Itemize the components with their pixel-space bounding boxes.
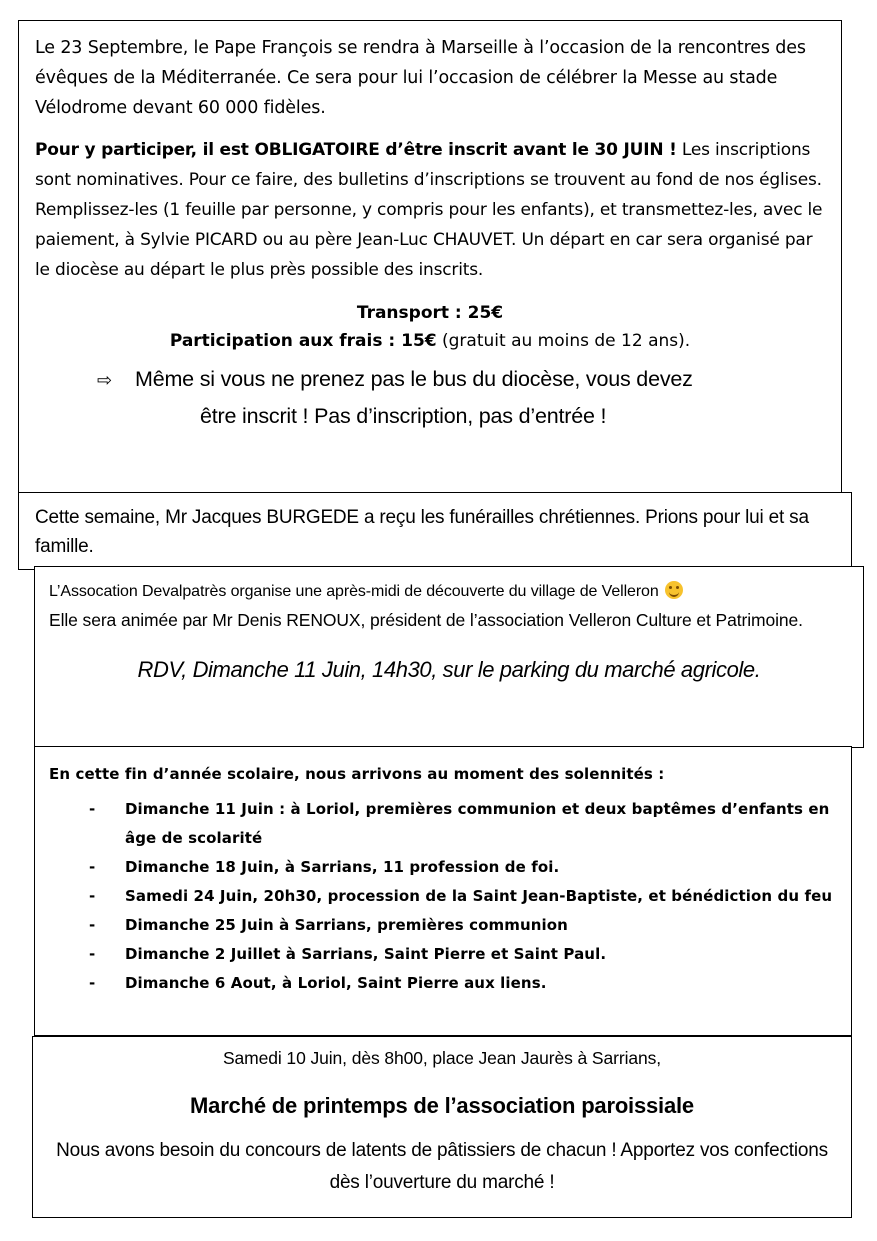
registration-paragraph (35, 135, 825, 285)
rdv-line: RDV, Dimanche 11 Juin, 14h30, sur le parking du marché agricole. (137, 657, 761, 682)
solemnities-heading: En cette fin d’année scolaire, nous arrivons au moment des solennités : (49, 765, 665, 783)
list-item: - Dimanche 2 Juillet à Sarrians, Saint Pierre et Saint Paul. (89, 945, 607, 963)
list-item: - Dimanche 18 Juin, à Sarrians, 11 profession de foi. (89, 858, 560, 876)
pope-visit-notice (18, 20, 842, 494)
arrow-right-icon: ⇨ (97, 370, 112, 390)
registration-instructions: Les inscriptions sont nominatives. Pour ce faire, des bulletins d’inscriptions se trouvent au fond de nos églises. Remplissez-les (1 feuille par personne, y compris pour les enfants), et transmettez-les, avec le paiement, à Sylvie PICARD ou au père Jean-Luc CHAUVET. Un départ en car sera organisé par le diocèse au départ le plus près possible des inscrits. (35, 140, 823, 280)
market-date: Samedi 10 Juin, dès 8h00, place Jean Jaurès à Sarrians, (222, 1048, 662, 1068)
market-title: Marché de printemps de l’association paroissiale (190, 1093, 694, 1118)
list-item: - Dimanche 6 Aout, à Loriol, Saint Pierre aux liens. (89, 974, 547, 992)
pope-visit-intro: Le 23 Septembre, le Pape François se rendra à Marseille à l’occasion de la rencontres des évêques de la Méditerranée. Ce sera pour lui l’occasion de célébrer la Messe au stade Vélodrome devant 60 000 fidèles. (35, 38, 806, 118)
funeral-notice (18, 492, 852, 570)
registration-deadline: Pour y participer, il est OBLIGATOIRE d’être inscrit avant le 30 JUIN ! (35, 140, 677, 160)
list-item: - Dimanche 25 Juin à Sarrians, premières communion (89, 916, 568, 934)
velleron-visit-notice (34, 566, 864, 748)
solemnities-notice (34, 746, 852, 1036)
list-item: - Samedi 24 Juin, 20h30, procession de la Saint Jean-Baptiste, et bénédiction du feu (89, 887, 833, 905)
warning-line-1: ⇨ Même si vous ne prenez pas le bus du diocèse, vous devez (35, 361, 825, 398)
transport-price: Transport : 25€ (356, 303, 504, 323)
funeral-text: Cette semaine, Mr Jacques BURGEDE a reçu les funérailles chrétiennes. Prions pour lui et sa famille. (35, 507, 809, 557)
list-item: - Dimanche 11 Juin : à Loriol, premières communion et deux baptêmes d’enfants en âge de scolarité (89, 800, 830, 847)
participation-fee: Participation aux frais : 15€ (gratuit au moins de 12 ans). (169, 331, 691, 351)
smiley-icon (665, 581, 683, 599)
velleron-host: Elle sera animée par Mr Denis RENOUX, président de l’association Velleron Culture et Patrimoine. (49, 610, 803, 630)
velleron-intro: L’Assocation Devalpatrès organise une après-midi de découverte du village de Velleron (49, 577, 849, 606)
market-body: Nous avons besoin du concours de latents de pâtissiers de chacun ! Apportez vos confections dès l’ouverture du marché ! (56, 1140, 828, 1193)
spring-market-notice (32, 1036, 852, 1218)
solemnities-list (49, 795, 837, 998)
warning-line-2: être inscrit ! Pas d’inscription, pas d’entrée ! (200, 404, 607, 428)
